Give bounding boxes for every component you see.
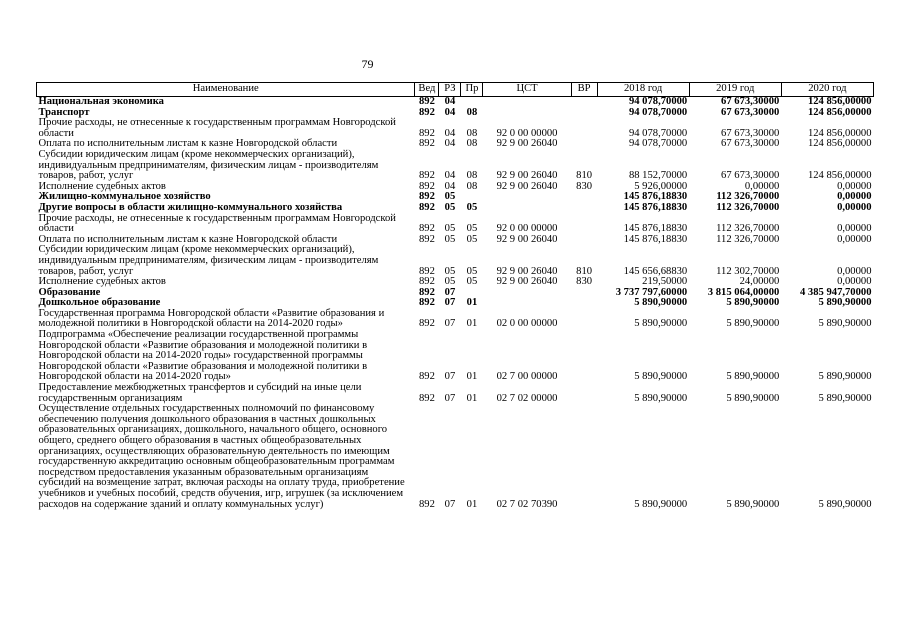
row-amount-2019: 112 302,70000 [716,265,780,277]
row-ved: 892 [419,106,435,118]
row-vr [571,404,597,510]
row-pr [461,97,483,108]
row-pr: 01 [466,371,478,383]
row-amount-2020: 0,00000 [837,265,872,277]
row-amount-2020: 0,00000 [837,180,872,192]
row-amount-2019: 24,00000 [739,276,780,288]
row-cst: 92 9 00 26040 [496,180,558,192]
row-cst: 02 7 02 00000 [496,392,558,404]
row-rz: 07 [444,498,456,510]
row-cst: 92 9 00 26040 [496,170,558,182]
row-rz: 04 [444,106,456,118]
column-header-pr: Пр [461,83,483,97]
row-rz: 04 [444,138,456,150]
row-name: Государственная программа Новгородской области «Развитие образования и молодежной политики в Новгородской области на 2014-2020 годы» [38,307,385,330]
column-header-ved: Вед [415,83,439,97]
row-cst: 92 9 00 26040 [496,265,558,277]
row-vr [571,139,597,150]
row-vr [571,108,597,119]
column-header-2018: 2018 год [597,83,689,97]
row-vr: 810 [576,265,593,277]
row-name: Исполнение судебных актов [38,276,166,288]
row-amount-2020: 0,00000 [837,201,872,213]
row-amount-2019: 3 815 064,00000 [707,286,780,298]
row-amount-2020: 0,00000 [837,233,872,245]
row-amount-2018: 5 890,90000 [634,498,688,510]
row-pr: 08 [466,127,478,139]
column-header-2020: 2020 год [781,83,873,97]
row-amount-2019: 5 890,90000 [726,371,780,383]
table-row [37,404,874,510]
row-name: Прочие расходы, не отнесенные к государственным программам Новгородской области [38,212,396,235]
row-amount-2020: 0,00000 [837,191,872,203]
row-amount-2020: 0,00000 [837,223,872,235]
row-amount-2018: 3 737 797,60000 [615,286,688,298]
row-pr: 08 [466,138,478,150]
row-amount-2018: 5 890,90000 [634,371,688,383]
row-ved: 892 [419,265,435,277]
row-amount-2019: 5 890,90000 [726,297,780,309]
column-header-cst: ЦСТ [483,83,571,97]
row-amount-2020: 5 890,90000 [818,297,872,309]
row-ved: 892 [419,127,435,139]
row-name: Субсидии юридическим лицам (кроме некоммерческих организаций), индивидуальным предпринимателям, физическим лицам - производителям товаров, работ, услуг [38,148,379,182]
row-rz: 05 [444,191,456,203]
row-pr: 08 [466,170,478,182]
row-cst [483,203,571,214]
row-cst [483,97,571,108]
row-amount-2018: 219,50000 [642,276,688,288]
row-amount-2018: 94 078,70000 [628,106,688,118]
row-rz: 04 [444,96,456,107]
row-vr [571,192,597,203]
row-vr [571,97,597,108]
row-pr: 01 [466,392,478,404]
row-cst: 92 9 00 26040 [496,138,558,150]
row-amount-2020: 124 856,00000 [807,138,872,150]
row-rz: 04 [444,170,456,182]
row-amount-2019: 112 326,70000 [716,191,780,203]
row-amount-2020: 124 856,00000 [807,96,872,107]
row-name: Субсидии юридическим лицам (кроме некоммерческих организаций), индивидуальным предпринимателям, физическим лицам - производителям товаров, работ, услуг [38,244,379,277]
row-amount-2020: 124 856,00000 [807,170,872,182]
row-name: Оплата по исполнительным листам к казне Новгородской области [38,138,338,150]
table-row [37,118,874,139]
table-row [37,214,874,235]
row-ved: 892 [419,180,435,192]
row-amount-2019: 67 673,30000 [721,96,780,107]
row-amount-2018: 145 876,18830 [623,223,688,235]
row-vr [571,214,597,235]
row-name: Исполнение судебных актов [38,180,166,192]
budget-table [36,82,874,510]
row-ved: 892 [419,297,435,309]
row-amount-2019: 5 890,90000 [726,498,780,510]
row-rz: 07 [444,297,456,309]
page-number: 79 [361,57,374,71]
row-vr [571,383,597,404]
row-amount-2018: 5 890,90000 [634,392,688,404]
row-vr: 810 [576,170,593,182]
row-vr: 830 [576,180,593,192]
row-amount-2020: 4 385 947,70000 [799,286,872,298]
row-rz: 04 [444,180,456,192]
row-vr [571,309,597,330]
row-pr: 05 [466,276,478,288]
row-rz: 07 [444,318,456,330]
row-amount-2018: 145 876,18830 [623,191,688,203]
column-header-vr: ВР [571,83,597,97]
table-row [37,97,874,108]
row-cst: 02 7 02 70390 [496,498,558,510]
row-vr [571,235,597,246]
table-header-row [37,83,874,97]
row-rz: 05 [444,233,456,245]
row-amount-2019: 67 673,30000 [721,127,780,139]
row-amount-2019: 0,00000 [744,180,780,192]
table-body [37,97,874,511]
row-amount-2018: 94 078,70000 [628,127,688,139]
column-header-2019: 2019 год [689,83,781,97]
row-rz: 07 [444,392,456,404]
row-amount-2020: 5 890,90000 [818,392,872,404]
row-ved: 892 [419,276,435,288]
row-amount-2019: 67 673,30000 [721,170,780,182]
row-amount-2020: 5 890,90000 [818,498,872,510]
row-vr: 830 [576,276,593,288]
row-name: Прочие расходы, не отнесенные к государственным программам Новгородской области [38,117,396,139]
row-cst: 02 7 00 00000 [496,371,558,383]
row-pr: 05 [466,233,478,245]
row-amount-2018: 88 152,70000 [628,170,688,182]
row-ved: 892 [419,170,435,182]
row-ved: 892 [419,286,435,298]
row-cst [483,108,571,119]
table-row [37,383,874,404]
table-row [37,203,874,214]
row-amount-2018: 145 876,18830 [623,233,688,245]
row-ved: 892 [419,392,435,404]
table-row [37,330,874,383]
row-name: Национальная экономика [38,96,164,107]
row-amount-2018: 94 078,70000 [628,138,688,150]
row-name: Образование [38,286,101,298]
row-pr: 01 [466,498,478,510]
row-ved: 892 [419,223,435,235]
row-amount-2018: 5 890,90000 [634,297,688,309]
row-ved: 892 [419,233,435,245]
row-name: Транспорт [38,106,90,118]
row-amount-2020: 124 856,00000 [807,127,872,139]
row-pr: 08 [466,180,478,192]
column-header-rz: РЗ [439,83,461,97]
row-vr [571,298,597,309]
row-name: Дошкольное образование [38,297,161,309]
row-ved: 892 [419,498,435,510]
row-cst [483,288,571,299]
table-row [37,309,874,330]
row-cst: 02 0 00 00000 [496,318,558,330]
row-cst: 92 9 00 26040 [496,233,558,245]
row-pr: 01 [466,297,478,309]
row-amount-2019: 67 673,30000 [721,106,780,118]
row-cst: 92 9 00 26040 [496,276,558,288]
row-vr [571,330,597,383]
row-pr: 05 [466,265,478,277]
row-vr [571,288,597,299]
row-amount-2020: 5 890,90000 [818,371,872,383]
row-amount-2020: 124 856,00000 [807,106,872,118]
row-cst [483,298,571,309]
row-cst: 92 0 00 00000 [496,223,558,235]
row-amount-2018: 5 890,90000 [634,318,688,330]
row-amount-2019: 67 673,30000 [721,138,780,150]
row-name: Другие вопросы в области жилищно-коммунального хозяйства [38,201,343,213]
row-vr [571,118,597,139]
row-name: Жилищно-коммунальное хозяйство [38,191,211,203]
row-amount-2019: 5 890,90000 [726,392,780,404]
row-ved: 892 [419,138,435,150]
row-vr [571,203,597,214]
row-amount-2019: 112 326,70000 [716,223,780,235]
row-rz: 07 [444,286,456,298]
row-name: Предоставление межбюджетных трансфертов и субсидий на иные цели государственным организациям [38,382,362,404]
row-amount-2018: 94 078,70000 [628,96,688,107]
row-amount-2020: 0,00000 [837,276,872,288]
row-amount-2020: 5 890,90000 [818,318,872,330]
table-row [37,150,874,182]
row-amount-2019: 5 890,90000 [726,318,780,330]
row-amount-2019: 112 326,70000 [716,233,780,245]
row-rz: 05 [444,276,456,288]
row-name: Оплата по исполнительным листам к казне Новгородской области [38,233,338,245]
row-ved: 892 [419,318,435,330]
row-cst: 92 0 00 00000 [496,127,558,139]
row-rz: 07 [444,371,456,383]
row-cst [483,192,571,203]
row-rz: 05 [444,223,456,235]
column-header-name: Наименование [37,83,415,97]
row-rz: 04 [444,127,456,139]
row-pr: 05 [466,201,478,213]
row-amount-2019: 112 326,70000 [716,201,780,213]
row-ved: 892 [419,371,435,383]
table-row [37,245,874,277]
row-ved: 892 [419,96,435,107]
row-amount-2018: 145 876,18830 [623,201,688,213]
row-rz: 05 [444,265,456,277]
row-name: Подпрограмма «Обеспечение реализации государственной программы Новгородской области «Развитие образования и молодежной политики в Новгородской области на 2014-2020 годы» государственной программы Новгородской области «Развитие образования и молодежной политики в Новгородской области на 2014-2020 годы» [38,329,368,383]
row-pr: 05 [466,223,478,235]
row-rz: 05 [444,201,456,213]
row-pr: 01 [466,318,478,330]
row-amount-2018: 5 926,00000 [634,180,688,192]
row-pr: 08 [466,106,478,118]
row-name: Осуществление отдельных государственных полномочий по финансовому обеспечению получения дошкольного образования в частных дошкольных образовательных организациях, дошкольного, начального общего, основного общего, среднего общего образования в частных общеобразовательных организациях, осуществляющих образовательную деятельность по имеющим государственную аккредитацию основным общеобразовательным программам посредством предоставления указанным образовательным организациям субсидий на возмещение затрат, включая расходы на оплату труда, приобретение учебников и учебных пособий, средств обучения, игр, игрушек (за исключением расходов на содержание зданий и оплату коммунальных услуг) [38,403,405,510]
row-ved: 892 [419,191,435,203]
row-amount-2018: 145 656,68830 [623,265,688,277]
row-ved: 892 [419,201,435,213]
